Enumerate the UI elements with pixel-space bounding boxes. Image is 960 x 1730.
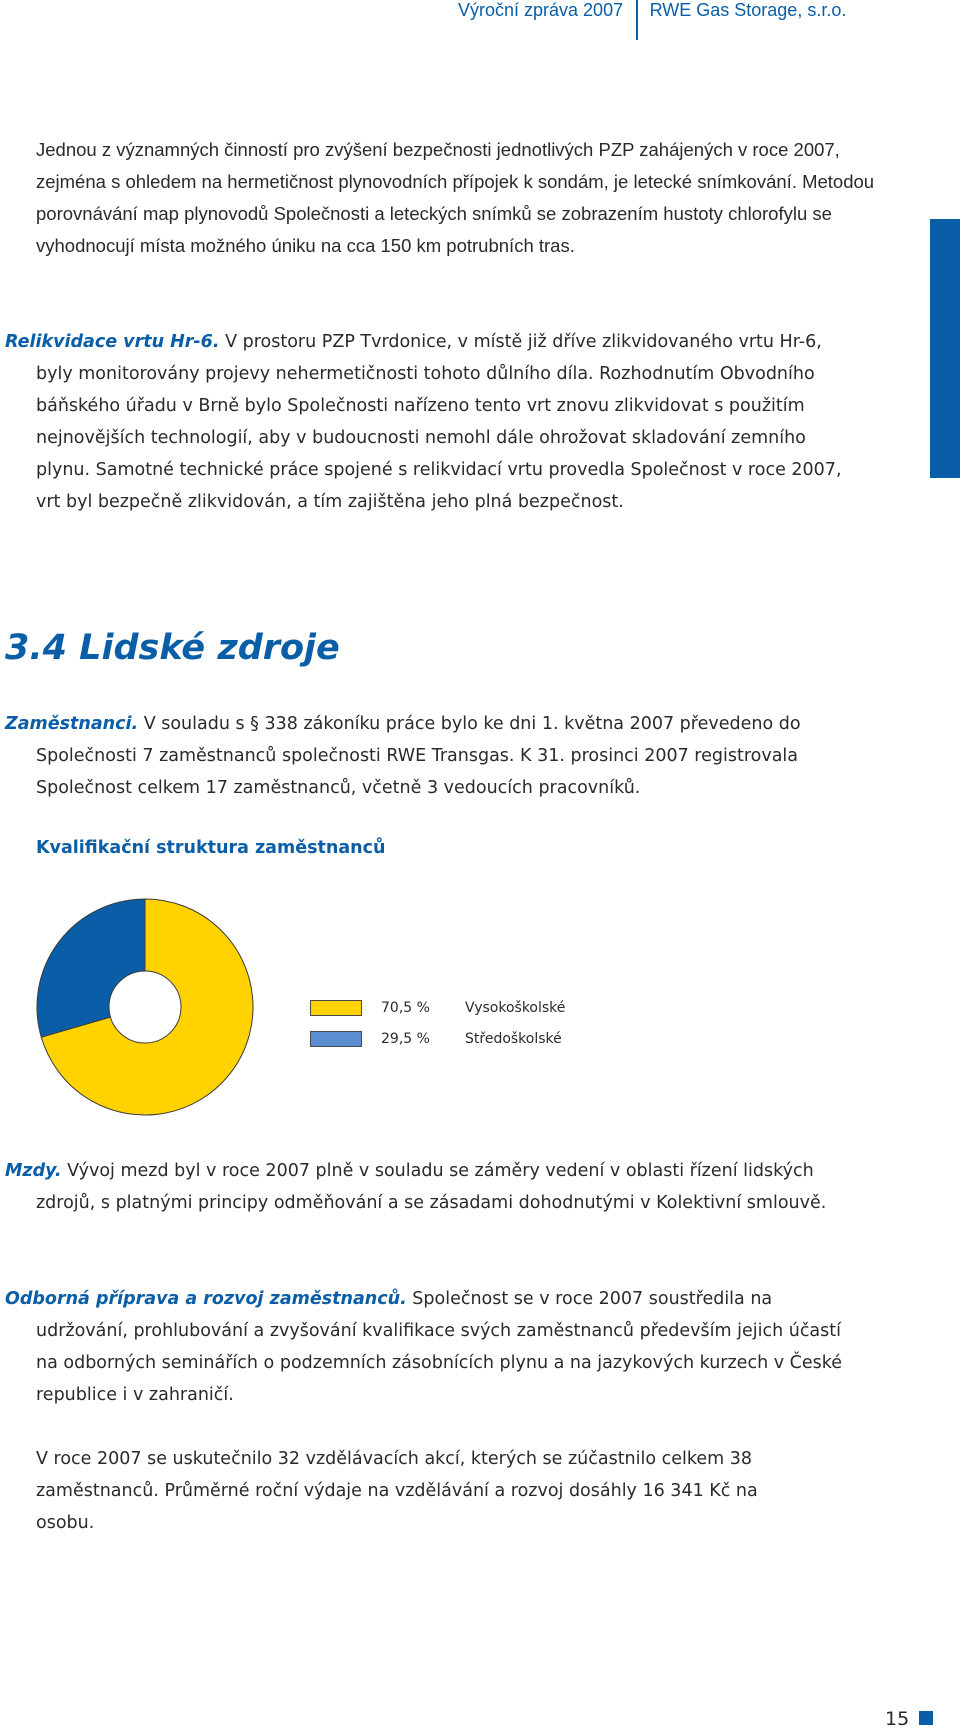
paragraph-mzdy — [5, 1155, 856, 1219]
priprava-lead: Odborná příprava a rozvoj zaměstnanců. — [5, 1289, 407, 1309]
qualification-donut-chart — [30, 892, 260, 1122]
relikvidace-lead: Relikvidace vrtu Hr-6. — [5, 332, 220, 352]
donut-hole — [109, 971, 181, 1043]
legend-item-vysokoskolske — [310, 992, 565, 1023]
company-name: RWE Gas Storage, s.r.o. — [649, 0, 847, 20]
section-title: 3.4 Lidské zdroje — [5, 628, 340, 668]
legend-swatch-blue — [310, 1031, 362, 1047]
section-tab-marker — [930, 219, 960, 478]
paragraph-relikvidace — [5, 326, 856, 518]
header-divider — [636, 0, 638, 40]
legend-label: Středoškolské — [465, 1030, 562, 1047]
relikvidace-text: V prostoru PZP Tvrdonice, v místě již dříve zlikvidovaného vrtu Hr-6, byly monitorovány projevy nehermetičnosti tohoto důlního díla. Rozhodnutím Obvodního báňského úřadu v Brně bylo Společnosti nařízeno tento vrt znovu zlikvidovat s použitím nejnovějších technologií, aby v budoucnosti nemohl dále ohrožovat skladování zemního plynu. Samotné technické práce spojené s relikvidací vrtu provedla Společnost v roce 2007, vrt byl bezpečně zlikvidován, a tím zajištěna jeho plná bezpečnost. — [36, 332, 842, 512]
page-number: 15 — [885, 1708, 933, 1730]
running-header — [458, 0, 846, 42]
legend-value: 29,5 % — [381, 1030, 430, 1047]
legend-swatch-yellow — [310, 1000, 362, 1016]
chart-title: Kvalifikační struktura zaměstnanců — [36, 838, 386, 858]
paragraph-zamestnanci — [5, 708, 856, 804]
mzdy-lead: Mzdy. — [5, 1161, 62, 1181]
paragraph-aerial-survey: Jednou z významných činností pro zvýšení bezpečnosti jednotlivých PZP zahájených v roce 2007, zejména s ohledem na hermetičnost plynovodních přípojek k sondám, je letecké snímkování. Metodou porovnávání map plynovodů Společnosti a leteckých snímků se zobrazením hustoty chlorofylu se vyhodnocují místa možného úniku na cca 150 km potrubních tras. — [36, 139, 875, 256]
page-marker — [919, 1711, 933, 1725]
chart-legend — [310, 992, 565, 1054]
legend-item-stredoskolske — [310, 1023, 565, 1054]
paragraph-vzdelavaci-akce: V roce 2007 se uskutečnilo 32 vzdělávacích akcí, kterých se zúčastnilo celkem 38 zaměstnanců. Průměrné roční výdaje na vzdělávání a rozvoj dosáhly 16 341 Kč na osobu. — [36, 1449, 758, 1533]
priprava-text: Společnost se v roce 2007 soustředila na udržování, prohlubování a zvyšování kvalifikace svých zaměstnanců především jejich účastí na odborných seminářích o podzemních zásobnících plynu a na jazykových kurzech v České republice i v zahraničí. — [36, 1289, 843, 1405]
mzdy-text: Vývoj mezd byl v roce 2007 plně v souladu se záměry vedení v oblasti řízení lidských zdrojů, s platnými principy odměňování a se zásadami dohodnutými v Kolektivní smlouvě. — [36, 1161, 827, 1213]
legend-label: Vysokoškolské — [465, 999, 566, 1016]
zamestnanci-text: V souladu s § 338 zákoníku práce bylo ke dni 1. května 2007 převedeno do Společnosti 7 zaměstnanců společnosti RWE Transgas. K 31. prosinci 2007 registrovala Společnost celkem 17 zaměstnanců, včetně 3 vedoucích pracovníků. — [36, 714, 801, 798]
legend-value: 70,5 % — [381, 999, 430, 1016]
zamestnanci-lead: Zaměstnanci. — [5, 714, 139, 734]
paragraph-odborna-priprava — [5, 1283, 856, 1411]
report-title: Výroční zpráva 2007 — [458, 0, 624, 20]
